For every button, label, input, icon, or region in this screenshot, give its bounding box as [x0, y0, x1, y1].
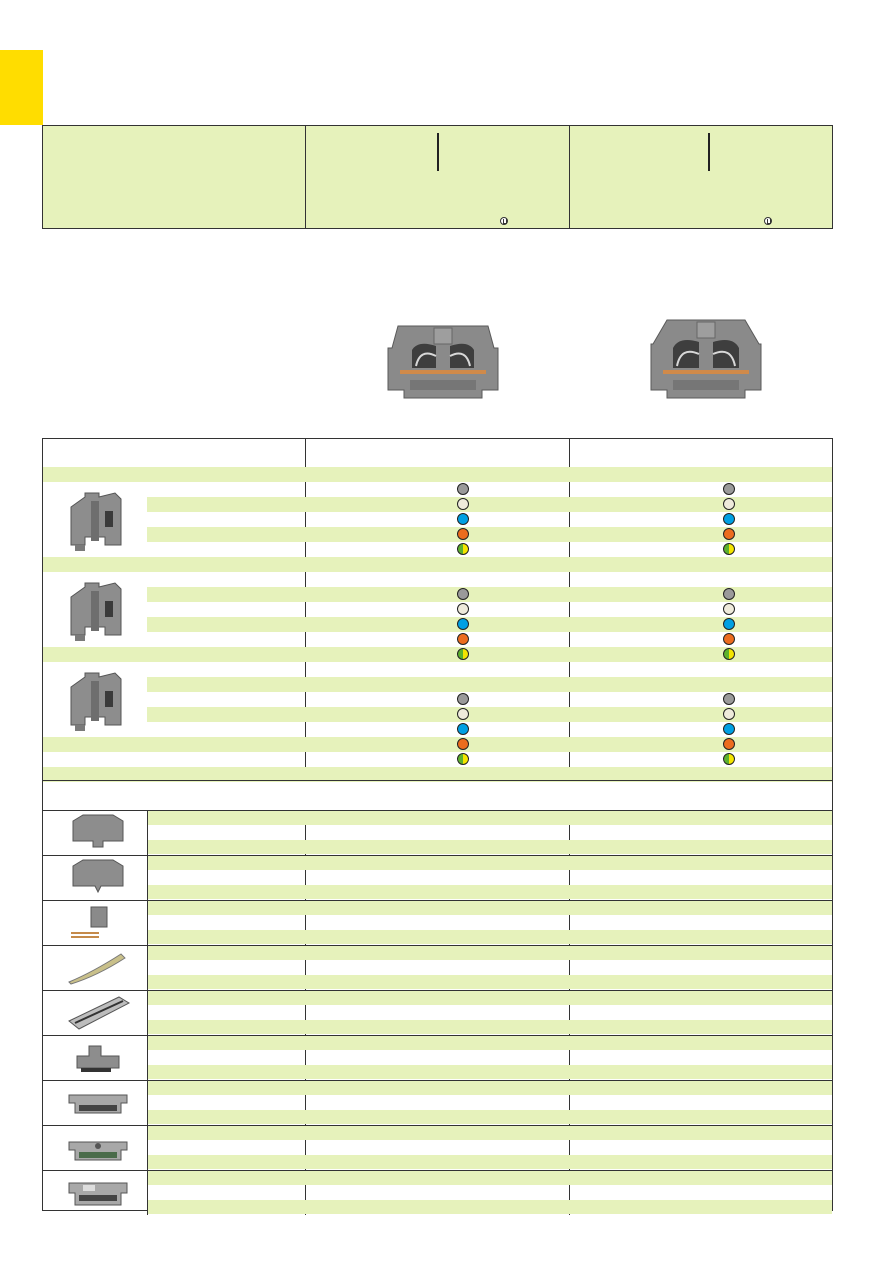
carrier-rail-with-screw-icon	[63, 1128, 133, 1168]
header-marker-2	[708, 133, 710, 171]
color-dot-beige	[457, 708, 469, 720]
table-row	[43, 737, 832, 752]
terminal-block-mounting-foot-icon	[65, 489, 125, 555]
accessory-row	[148, 975, 832, 989]
color-dot-gray	[723, 693, 735, 705]
mounting-rail-icon	[63, 993, 133, 1033]
accessory-row	[148, 1020, 832, 1034]
color-dot-orange	[457, 738, 469, 750]
accessory-row	[148, 1065, 832, 1079]
color-dot-orange	[723, 528, 735, 540]
accessory-row	[148, 1200, 832, 1214]
end-plate-with-foot-icon	[63, 858, 133, 898]
terminal-block-two-conductor-wide-icon	[647, 316, 765, 404]
color-dot-blue	[457, 723, 469, 735]
color-dot-gray	[457, 483, 469, 495]
accessory-row	[148, 1110, 832, 1124]
color-dot-orange	[723, 738, 735, 750]
color-dot-blue	[723, 513, 735, 525]
color-dot-green_yellow	[723, 753, 735, 765]
color-dot-gray	[457, 693, 469, 705]
color-dot-beige	[457, 498, 469, 510]
terminal-block-snap-in-foot-icon	[65, 579, 125, 645]
header-box	[42, 125, 833, 229]
color-dot-gray	[457, 588, 469, 600]
color-dot-gray	[723, 588, 735, 600]
color-dot-green_yellow	[723, 648, 735, 660]
section-divider	[43, 780, 832, 781]
accessory-row	[148, 856, 832, 870]
accessory-row	[148, 885, 832, 899]
jumper-icon	[63, 903, 133, 943]
end-stop-icon	[63, 1038, 133, 1078]
color-dot-beige	[723, 603, 735, 615]
accessory-row	[148, 1036, 832, 1050]
accessory-row	[148, 811, 832, 825]
carrier-rail-with-marker-icon	[63, 1173, 133, 1213]
table-row	[43, 557, 832, 572]
column-divider	[305, 439, 306, 780]
header-divider-2	[569, 126, 570, 228]
accessory-row	[148, 840, 832, 854]
table-row	[305, 707, 832, 722]
color-dot-green_yellow	[457, 753, 469, 765]
color-dot-blue	[723, 723, 735, 735]
ul-certification-icon	[764, 217, 772, 225]
header-marker-1	[437, 133, 439, 171]
color-dot-orange	[457, 633, 469, 645]
accessory-row	[148, 1081, 832, 1095]
accessory-row	[148, 991, 832, 1005]
color-dot-blue	[457, 618, 469, 630]
color-dot-green_yellow	[457, 648, 469, 660]
table-row	[305, 527, 832, 542]
section-tab	[0, 50, 43, 125]
color-dot-orange	[723, 633, 735, 645]
table-row	[305, 677, 832, 692]
table-row	[305, 587, 832, 602]
color-dot-orange	[457, 528, 469, 540]
product-table	[42, 438, 833, 1211]
operating-tool-icon	[63, 948, 133, 988]
table-row	[43, 647, 832, 662]
table-row	[305, 497, 832, 512]
color-dot-gray	[723, 483, 735, 495]
accessory-row	[148, 1155, 832, 1169]
carrier-rail-icon	[63, 1083, 133, 1123]
accessory-row	[148, 946, 832, 960]
terminal-block-plain-icon	[65, 669, 125, 735]
table-row	[305, 617, 832, 632]
accessory-row	[148, 1126, 832, 1140]
table-row	[43, 467, 832, 482]
accessory-row	[148, 901, 832, 915]
accessory-row	[148, 1171, 832, 1185]
ul-certification-icon	[500, 217, 508, 225]
color-dot-blue	[457, 513, 469, 525]
header-divider-1	[305, 126, 306, 228]
end-plate-icon	[63, 813, 133, 853]
column-divider	[569, 439, 570, 780]
color-dot-green_yellow	[723, 543, 735, 555]
terminal-block-two-conductor-icon	[384, 318, 502, 404]
color-dot-beige	[457, 603, 469, 615]
color-dot-beige	[723, 498, 735, 510]
color-dot-green_yellow	[457, 543, 469, 555]
accessory-row	[148, 930, 832, 944]
color-dot-blue	[723, 618, 735, 630]
color-dot-beige	[723, 708, 735, 720]
